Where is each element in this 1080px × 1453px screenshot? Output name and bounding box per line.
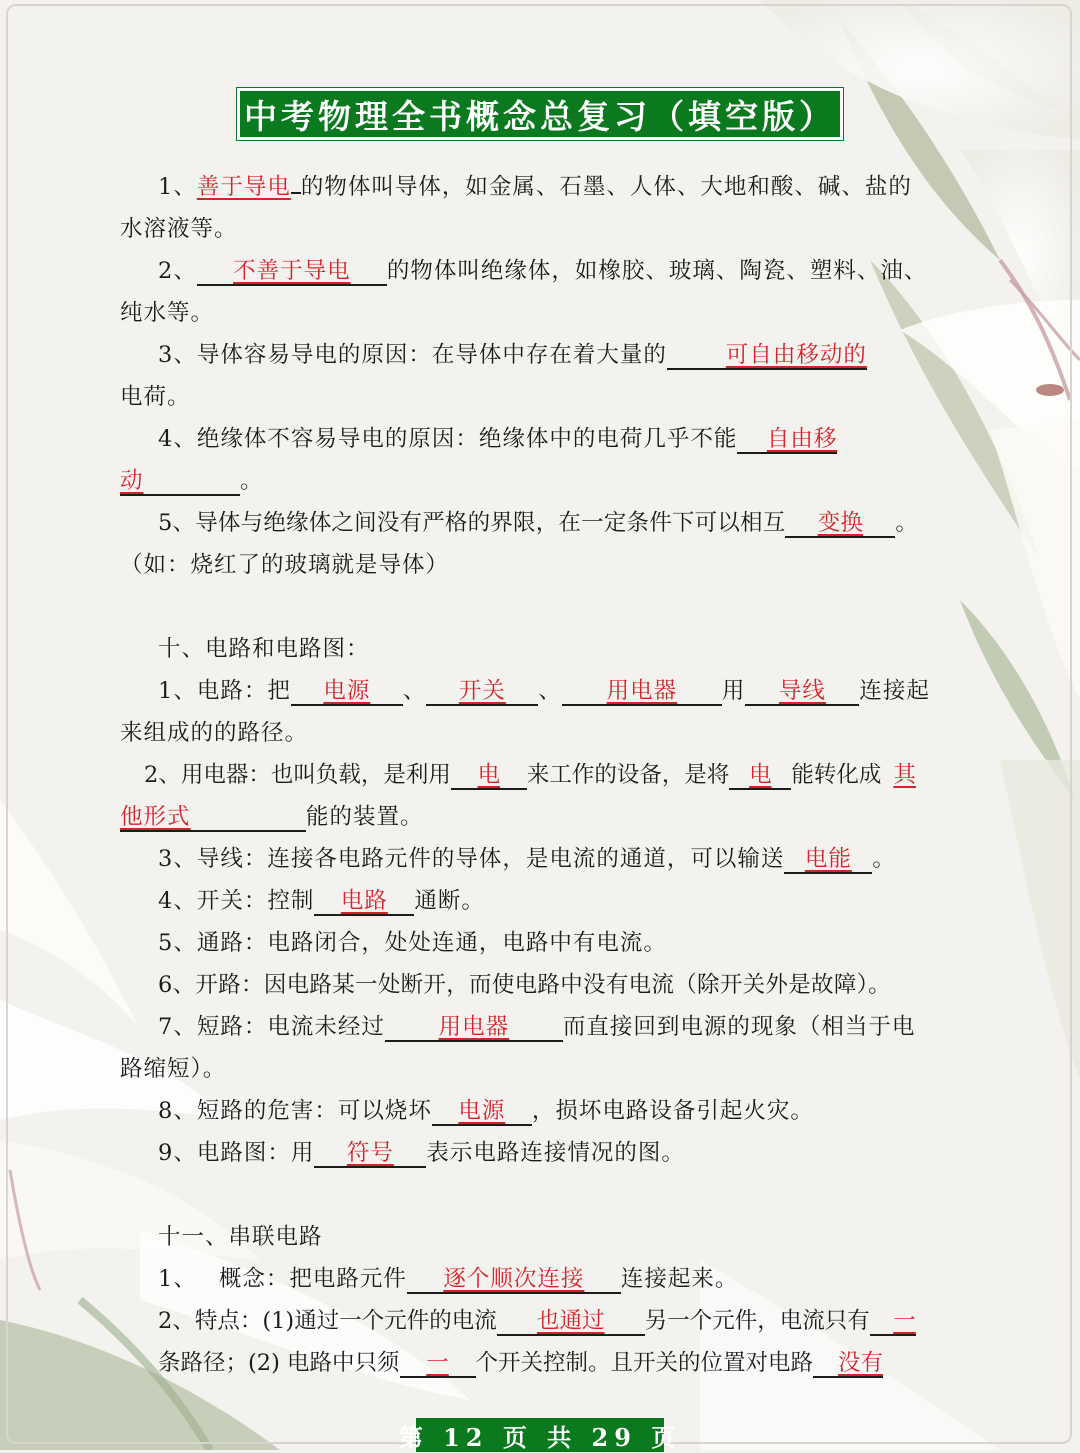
list-item-continued — [120, 298, 214, 328]
item-text: 来工作的设备，是将 — [526, 762, 730, 788]
item-number: 5、 — [158, 930, 197, 956]
section-heading: 十、电路和电路图： — [158, 636, 370, 662]
answer-blank: 导线 — [745, 678, 859, 706]
list-item — [158, 508, 918, 538]
list-item — [158, 340, 867, 370]
answer-blank: 不善于导电 — [197, 258, 387, 286]
list-item — [158, 256, 927, 286]
item-text: 表示电路连接情况的图。 — [426, 1140, 685, 1166]
answer-blank: 电 — [729, 762, 791, 790]
item-number: 2、 — [158, 1308, 195, 1334]
section-heading: 十一、串联电路 — [158, 1224, 323, 1250]
page-number-banner — [398, 1418, 682, 1452]
item-text: 绝缘体不容易导电的原因：绝缘体中的电荷几乎不能 — [196, 426, 738, 452]
item-number: 3、 — [158, 342, 197, 368]
list-item-continued — [158, 1348, 883, 1378]
item-number: 2、 — [144, 762, 181, 788]
list-item-continued — [120, 718, 308, 748]
answer-blank: 用电器 — [562, 678, 722, 706]
list-item — [158, 1096, 814, 1126]
item-number: 1、 — [158, 678, 197, 704]
answer-blank: 其 — [893, 762, 916, 788]
item-text: 条路径；(2) 电路中只须 — [158, 1350, 400, 1376]
item-text: 连接起 — [859, 678, 930, 704]
item-number: 5、 — [158, 510, 196, 536]
item-text: 开关：控制 — [196, 888, 315, 914]
item-text: 用电器：也叫负载，是利用 — [180, 762, 451, 788]
list-item-continued — [120, 466, 264, 496]
list-item-continued — [120, 1054, 226, 1084]
item-number: 4、 — [158, 888, 197, 914]
answer-blank: 善于导电 — [196, 174, 291, 200]
item-text: 来组成的的路径。 — [120, 720, 309, 746]
item-text: 特点：(1)通过一个元件的电流 — [194, 1308, 497, 1334]
item-text: 纯水等。 — [120, 300, 215, 326]
answer-blank: 逐个顺次连接 — [407, 1266, 621, 1294]
item-text: 的物体叫导体，如金属、石墨、人体、大地和酸、碱、盐的 — [300, 174, 912, 200]
answer-blank: 可自由移动的 — [667, 342, 867, 370]
item-text: 连接起来。 — [620, 1266, 739, 1292]
item-text: 。 — [872, 846, 896, 872]
answer-blank: 用电器 — [385, 1014, 563, 1042]
item-text: ，损坏电路设备引起火灾。 — [531, 1098, 814, 1124]
item-text: 概念：把电路元件 — [218, 1266, 407, 1292]
item-text: 、 — [538, 678, 562, 704]
item-text: 。 — [240, 468, 264, 494]
list-item — [158, 676, 930, 706]
item-text: 通断。 — [414, 888, 485, 914]
page-number: 第 12 页 共 29 页 — [398, 1422, 682, 1452]
page-title: 中考物理全书概念总复习（填空版） — [244, 96, 836, 136]
item-text: 短路的危害：可以烧坏 — [196, 1098, 432, 1124]
item-text: 的物体叫绝缘体，如橡胶、玻璃、陶瓷、塑料、油、 — [386, 258, 928, 284]
item-text: 能转化成 — [791, 762, 882, 788]
item-text: 能的装置。 — [306, 804, 424, 830]
list-item — [158, 1306, 916, 1336]
answer-blank: 电源 — [432, 1098, 532, 1126]
list-item-continued — [120, 802, 424, 832]
item-text: 通路：电路闭合，处处连通，电路中有电流。 — [196, 930, 667, 956]
item-number: 8、 — [158, 1098, 197, 1124]
list-item-continued — [120, 214, 238, 244]
list-item-continued — [120, 382, 191, 412]
item-text: 导体与绝缘体之间没有严格的界限，在一定条件下可以相互 — [195, 510, 786, 536]
answer-blank: 开关 — [426, 678, 538, 706]
list-item — [158, 1264, 738, 1294]
answer-blank: 一 — [870, 1308, 916, 1336]
item-text: 开路：因电路某一处断开，而使电路中没有电流（除开关外是故障）。 — [195, 972, 891, 998]
item-text: 导线：连接各电路元件的导体，是电流的通道，可以输送 — [196, 846, 785, 872]
item-text: 电路：把 — [196, 678, 291, 704]
item-text: 、 — [402, 678, 427, 704]
item-text: 个开关控制。且开关的位置对电路 — [475, 1350, 814, 1376]
list-item-continued — [120, 550, 449, 580]
item-number: 2、 — [158, 258, 197, 284]
answer-blank: 自由移 — [737, 426, 837, 454]
list-item — [158, 844, 896, 874]
item-text: 电路图：用 — [196, 1140, 315, 1166]
page-title-banner — [237, 88, 843, 140]
answer-blank: 电 — [451, 762, 527, 790]
item-number: 3、 — [158, 846, 197, 872]
list-item — [158, 928, 667, 958]
item-number: 1、 — [158, 174, 197, 200]
list-item — [158, 424, 837, 454]
answer-blank: 他形式 — [120, 804, 306, 832]
item-text: 另一个元件，电流只有 — [644, 1308, 870, 1334]
answer-blank: 也通过 — [497, 1308, 645, 1336]
item-number: 7、 — [158, 1014, 197, 1040]
list-item — [158, 970, 891, 1000]
item-text: （如：烧红了的玻璃就是导体） — [120, 552, 450, 578]
item-text: 而直接回到电源的现象（相当于电 — [562, 1014, 916, 1040]
answer-blank: 变换 — [785, 510, 895, 538]
list-item — [158, 1138, 685, 1168]
item-number: 9、 — [158, 1140, 197, 1166]
item-text: 导体容易导电的原因：在导体中存在着大量的 — [196, 342, 667, 368]
answer-blank: 没有 — [813, 1350, 883, 1378]
list-item — [144, 760, 916, 790]
list-item — [158, 886, 485, 916]
answer-blank: 符号 — [314, 1140, 426, 1168]
answer-blank: 电路 — [314, 888, 414, 916]
item-number: 4、 — [158, 426, 197, 452]
item-number: 6、 — [158, 972, 196, 998]
answer-blank: 动 — [120, 468, 240, 496]
answer-blank: 一 — [400, 1350, 476, 1378]
item-text: 路缩短）。 — [120, 1056, 227, 1082]
answer-blank: 电能 — [784, 846, 872, 874]
item-text: 用 — [721, 678, 746, 704]
item-text: 水溶液等。 — [120, 216, 238, 242]
list-item — [158, 1012, 915, 1042]
item-text: 电荷。 — [120, 384, 191, 410]
item-number: 1、 — [158, 1266, 197, 1292]
list-item — [158, 172, 912, 202]
answer-blank: 电源 — [291, 678, 403, 706]
item-text: 。 — [895, 510, 919, 536]
item-text: 短路：电流未经过 — [196, 1014, 385, 1040]
